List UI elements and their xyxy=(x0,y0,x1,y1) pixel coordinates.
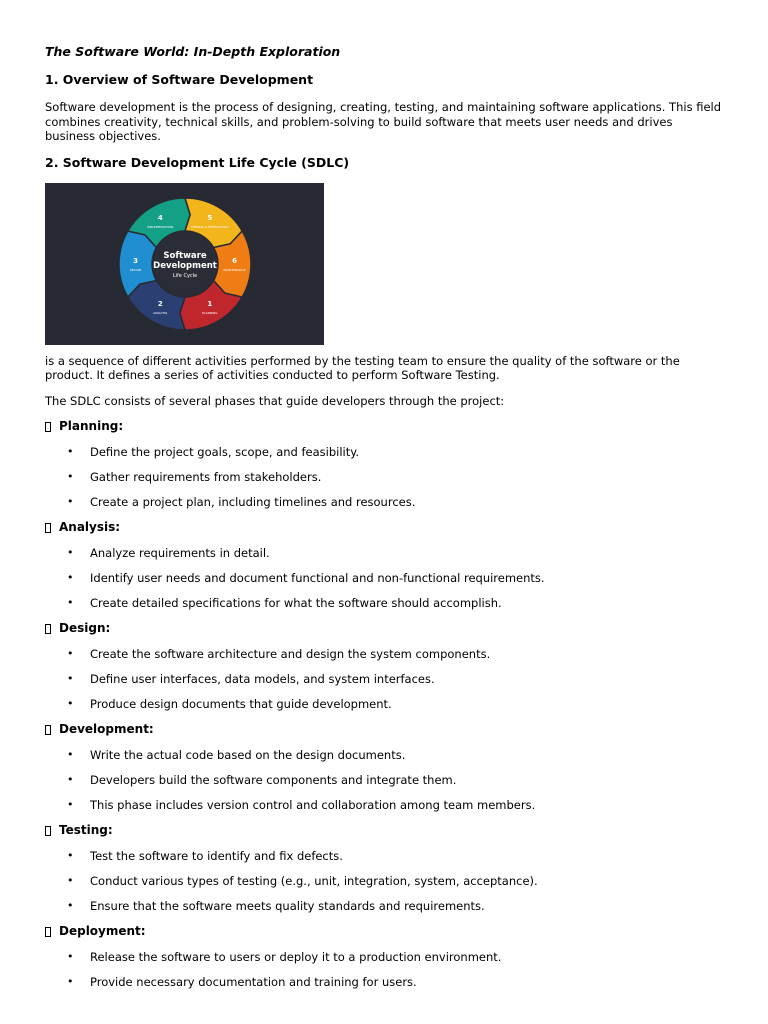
list-item-text: Ensure that the software meets quality standards and requirements. xyxy=(90,899,485,913)
segment-number: 4 xyxy=(157,213,163,222)
bullet-icon: • xyxy=(67,874,74,887)
missing-glyph-icon xyxy=(45,826,51,836)
list-item xyxy=(45,697,725,711)
list-item xyxy=(45,495,725,509)
phase-title: Analysis: xyxy=(59,520,121,534)
cycle-center-text: Software xyxy=(163,250,207,261)
bullet-icon: • xyxy=(67,950,74,963)
missing-glyph-icon xyxy=(45,624,51,634)
phase-title: Deployment: xyxy=(59,924,146,938)
sdlc-description: is a sequence of different activities performed by the testing team to ensure the quality of the software or the product. It defines a series of activities conducted to perform Software Testing. xyxy=(45,353,680,382)
segment-label: IMPLEMENTATION xyxy=(147,224,174,229)
list-item xyxy=(45,874,725,888)
segment-number: 5 xyxy=(207,213,213,222)
list-item xyxy=(45,975,725,989)
phase-bullet-list xyxy=(45,647,725,711)
list-item-text: Create detailed specifications for what the software should accomplish. xyxy=(90,596,502,610)
list-item-text: Test the software to identify and fix defects. xyxy=(90,849,343,863)
segment-label: PLANNING xyxy=(201,310,218,315)
sdlc-cycle-image xyxy=(45,183,324,345)
bullet-icon: • xyxy=(67,571,74,584)
list-item-text: Create a project plan, including timelines and resources. xyxy=(90,495,416,509)
list-item xyxy=(45,546,725,560)
segment-number: 6 xyxy=(232,256,237,265)
phase-heading xyxy=(45,722,725,737)
list-item-text: Conduct various types of testing (e.g., unit, integration, system, acceptance). xyxy=(90,874,538,888)
phase-bullet-list xyxy=(45,546,725,610)
missing-glyph-icon xyxy=(45,523,51,533)
list-item-text: Write the actual code based on the design documents. xyxy=(90,748,406,762)
list-item xyxy=(45,596,725,610)
list-item-text: Gather requirements from stakeholders. xyxy=(90,470,322,484)
list-item-text: Release the software to users or deploy it to a production environment. xyxy=(90,950,502,964)
missing-glyph-icon xyxy=(45,927,51,937)
list-item-text: Developers build the software components and integrate them. xyxy=(90,773,457,787)
missing-glyph-icon xyxy=(45,725,51,735)
phase-title: Development: xyxy=(59,722,154,736)
list-item xyxy=(45,950,725,964)
section-heading-overview: 1. Overview of Software Development xyxy=(45,72,314,87)
bullet-icon: • xyxy=(67,647,74,660)
phase-bullet-list xyxy=(45,849,725,913)
bullet-icon: • xyxy=(67,495,74,508)
document-page xyxy=(45,44,725,1000)
list-item-text: Create the software architecture and design the system components. xyxy=(90,647,491,661)
list-item xyxy=(45,899,725,913)
bullet-icon: • xyxy=(67,773,74,786)
bullet-icon: • xyxy=(67,849,74,862)
list-item-text: Provide necessary documentation and training for users. xyxy=(90,975,417,989)
bullet-icon: • xyxy=(67,798,74,811)
list-item-text: Identify user needs and document functional and non-functional requirements. xyxy=(90,571,545,585)
bullet-icon: • xyxy=(67,445,74,458)
phase-bullet-list xyxy=(45,748,725,812)
segment-number: 1 xyxy=(207,299,213,308)
phase-heading xyxy=(45,924,725,939)
phase-heading xyxy=(45,520,725,535)
segment-label: MAINTENANCE xyxy=(223,267,246,272)
phase-heading xyxy=(45,419,725,434)
list-item-text: Define the project goals, scope, and feasibility. xyxy=(90,445,360,459)
bullet-icon: • xyxy=(67,748,74,761)
list-item-text: This phase includes version control and collaboration among team members. xyxy=(90,798,536,812)
bullet-icon: • xyxy=(67,470,74,483)
phase-title: Testing: xyxy=(59,823,113,837)
bullet-icon: • xyxy=(67,697,74,710)
missing-glyph-icon xyxy=(45,422,51,432)
bullet-icon: • xyxy=(67,546,74,559)
list-item xyxy=(45,748,725,762)
list-item xyxy=(45,571,725,585)
sdlc-intro: The SDLC consists of several phases that guide developers through the project: xyxy=(45,393,505,408)
list-item xyxy=(45,672,725,686)
section-heading-sdlc: 2. Software Development Life Cycle (SDLC) xyxy=(45,154,350,170)
cycle-center-text: Development xyxy=(153,260,217,271)
overview-paragraph: Software development is the process of designing, creating, testing, and maintaining software applications. This field combines creativity, technical skills, and problem-solving to build software that meets user needs and drives business objectives. xyxy=(45,100,722,143)
phase-heading xyxy=(45,823,725,838)
document-title: The Software World: In-Depth Exploration xyxy=(45,44,341,59)
segment-label: ANALYSIS xyxy=(153,310,168,315)
sdlc-cycle-diagram xyxy=(45,183,324,345)
bullet-icon: • xyxy=(67,975,74,988)
list-item xyxy=(45,647,725,661)
phase-title: Planning: xyxy=(59,419,124,433)
list-item-text: Produce design documents that guide development. xyxy=(90,697,392,711)
segment-label: DESIGN xyxy=(129,267,142,272)
phase-title: Design: xyxy=(59,621,111,635)
phase-heading xyxy=(45,621,725,636)
segment-number: 2 xyxy=(157,299,163,308)
bullet-icon: • xyxy=(67,899,74,912)
list-item-text: Analyze requirements in detail. xyxy=(90,546,270,560)
list-item xyxy=(45,470,725,484)
phase-bullet-list xyxy=(45,950,725,989)
segment-number: 3 xyxy=(133,256,138,265)
list-item xyxy=(45,798,725,812)
cycle-center-text: Life Cycle xyxy=(172,272,198,279)
phase-bullet-list xyxy=(45,445,725,509)
segment-label: TESTING & INTEGRATION xyxy=(191,224,229,229)
list-item xyxy=(45,849,725,863)
list-item xyxy=(45,445,725,459)
list-item-text: Define user interfaces, data models, and system interfaces. xyxy=(90,672,435,686)
list-item xyxy=(45,773,725,787)
phase-list xyxy=(45,419,725,989)
bullet-icon: • xyxy=(67,672,74,685)
bullet-icon: • xyxy=(67,596,74,609)
